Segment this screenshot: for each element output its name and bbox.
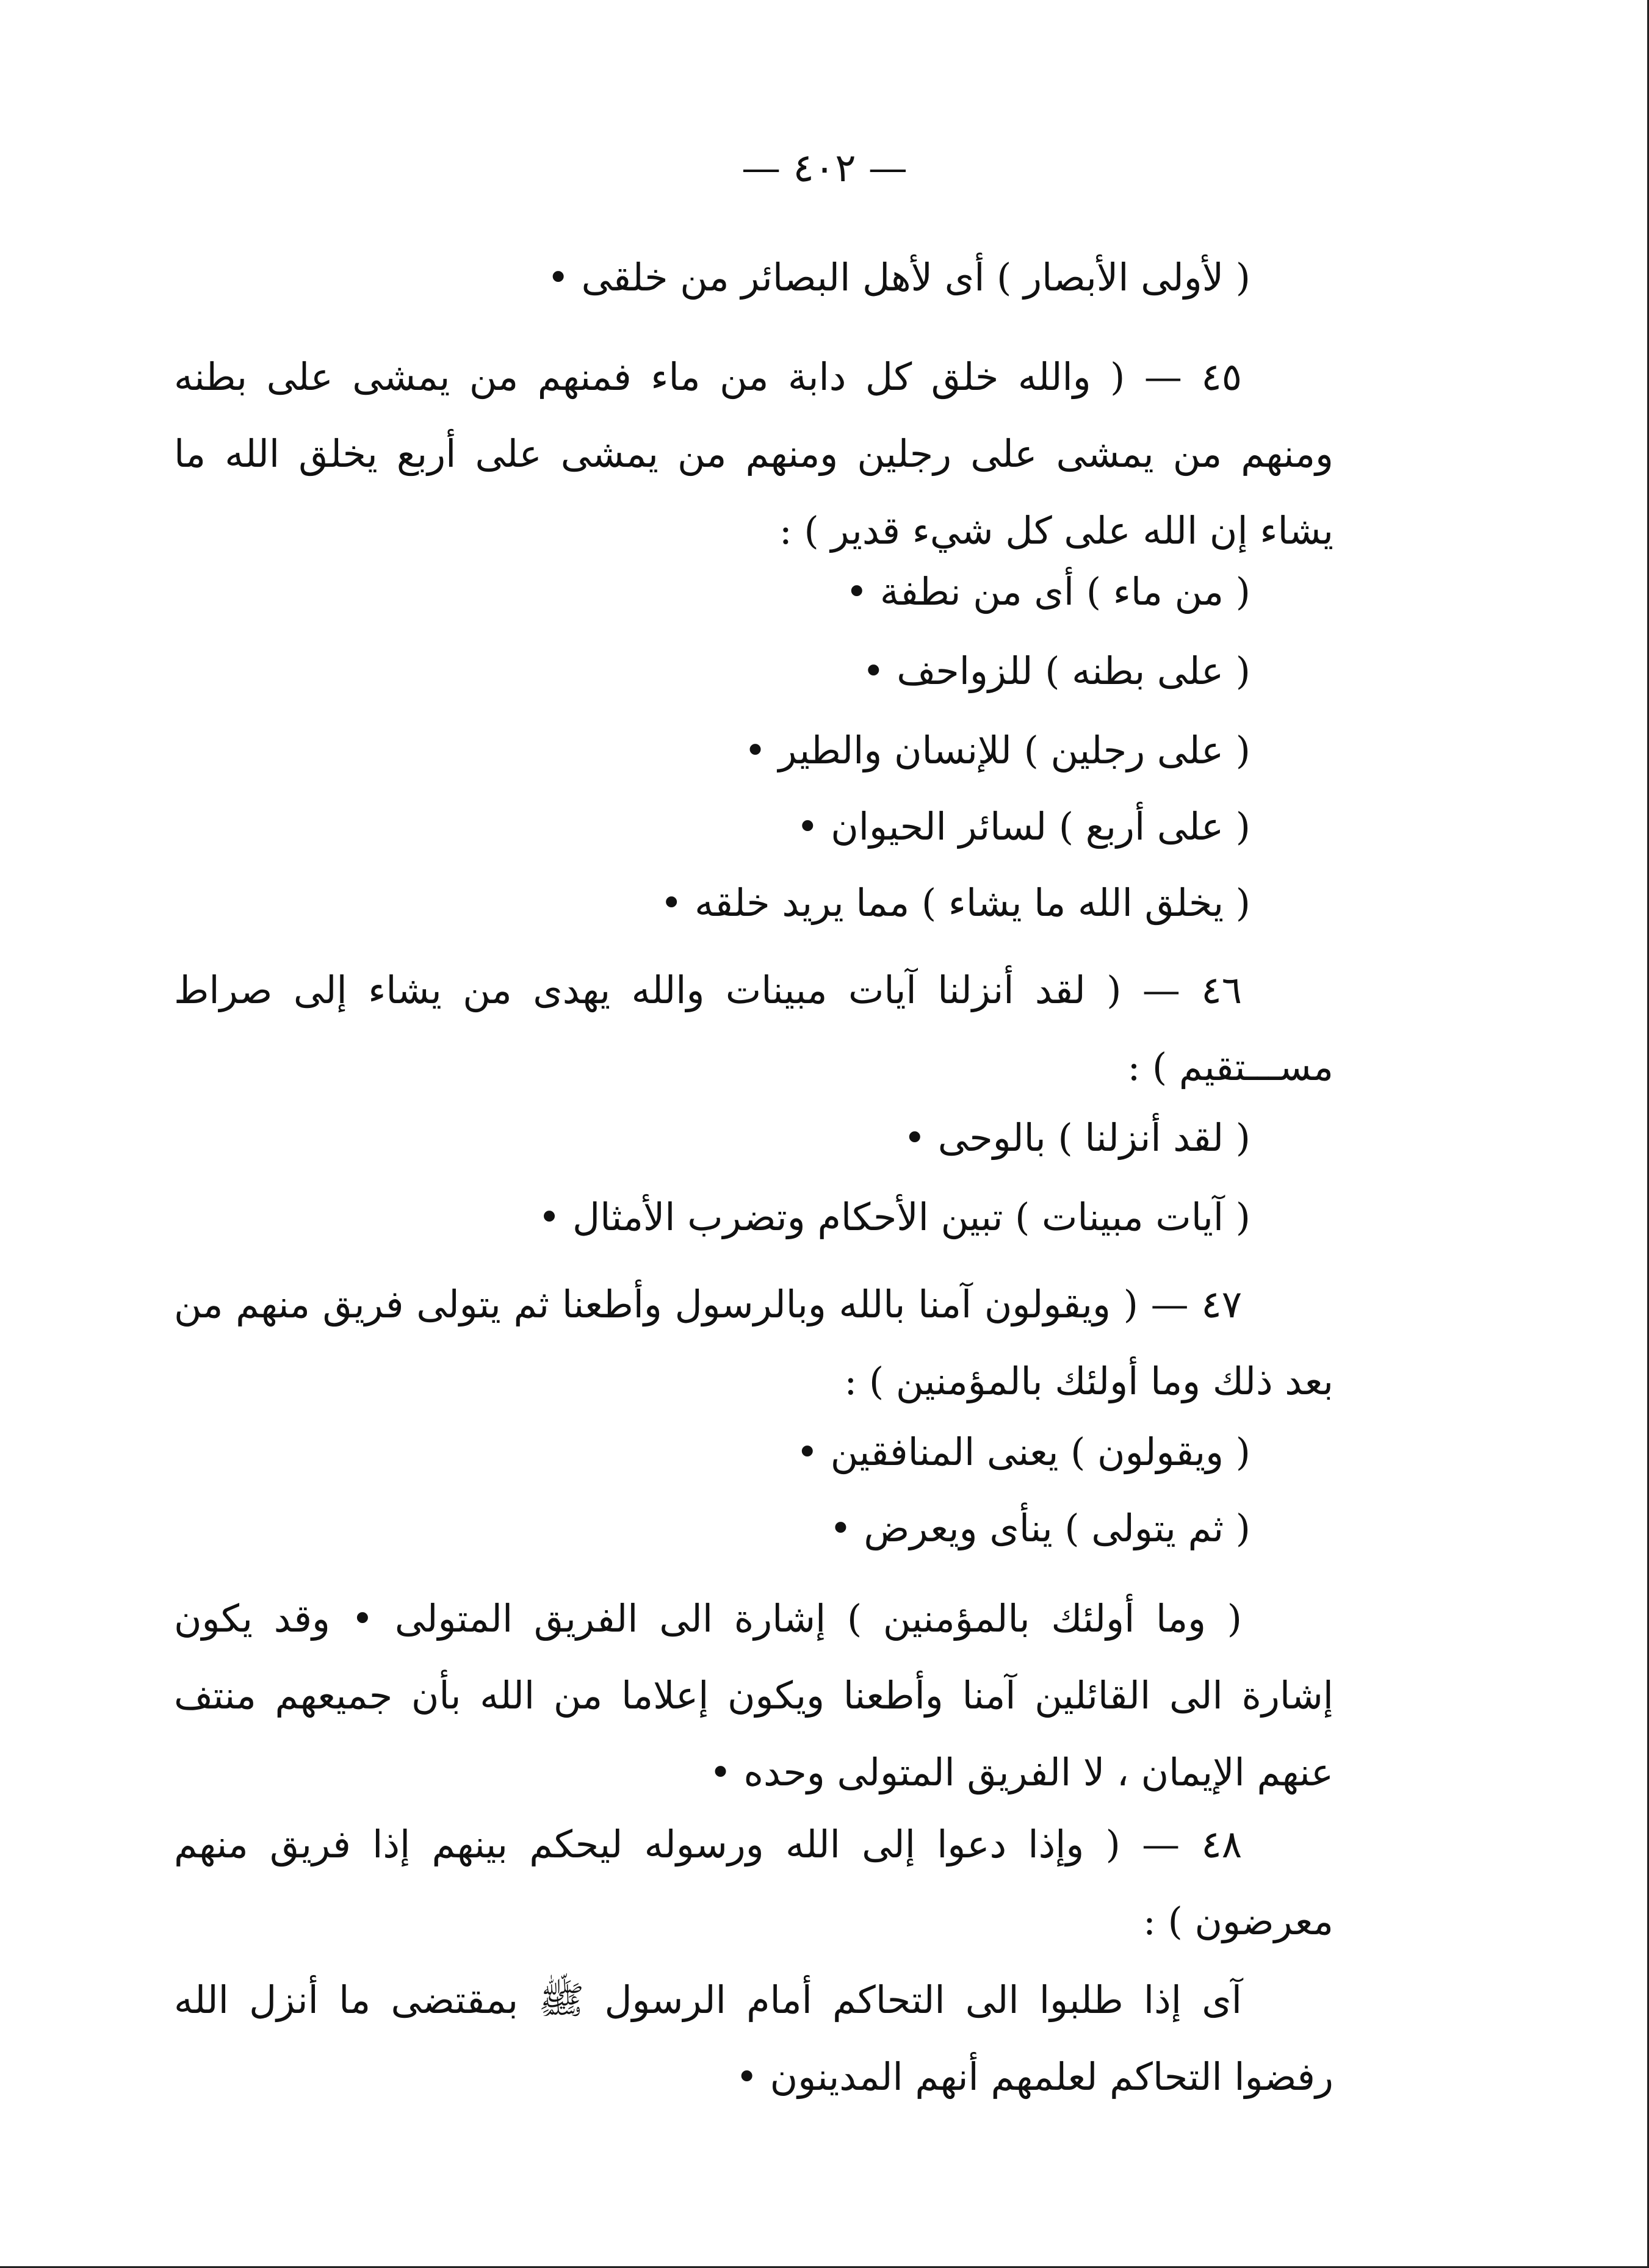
gloss-line: ( لقد أنزلنا ) بالوحى •: [903, 1115, 1250, 1160]
gloss-line: ( ويقولون ) يعنى المنافقين •: [796, 1430, 1250, 1474]
verse-46: ٤٦ — ( لقد أنزلنا آيات مبينات والله يهدى من يشاء إلى صراط مســـتقيم ) :: [174, 968, 1333, 1089]
gloss-line: ( على أربع ) لسائر الحيوان •: [796, 804, 1250, 849]
gloss-line: ( يخلق الله ما يشاء ) مما يريد خلقه •: [660, 880, 1250, 925]
gloss-line: ( لأولى الأبصار ) أى لأهل البصائر من خلقى •: [547, 255, 1250, 300]
gloss-line: ( على بطنه ) للزواحف •: [862, 649, 1250, 693]
gloss-line: ( ثم يتولى ) ينأى ويعرض •: [829, 1506, 1250, 1550]
gloss-line: ( من ماء ) أى من نطفة •: [845, 569, 1250, 614]
commentary-paragraph: آى إذا طلبوا الى التحاكم أمام الرسول ﷺ بمقتضى ما أنزل الله رفضوا التحاكم لعلمهم أنهم المدينون •: [174, 1978, 1333, 2099]
page-number: — ٤٠٢ —: [742, 146, 907, 191]
verse-48: ٤٨ — ( وإذا دعوا إلى الله ورسوله ليحكم بينهم إذا فريق منهم معرضون ) :: [174, 1822, 1333, 1943]
gloss-line: ( آيات مبينات ) تبين الأحكام وتضرب الأمثال •: [538, 1195, 1250, 1239]
verse-45: ٤٥ — ( والله خلق كل دابة من ماء فمنهم من يمشى على بطنه ومنهم من يمشى على رجلين ومنهم من يمشى على أربع يخلق الله ما يشاء إن الله على كل شيء قدير ) :: [174, 355, 1333, 553]
gloss-line: ( على رجلين ) للإنسان والطير •: [744, 728, 1250, 772]
commentary-paragraph: ( وما أولئك بالمؤمنين ) إشارة الى الفريق المتولى • وقد يكون إشارة الى القائلين آمنا وأطعنا ويكون إعلاما من الله بأن جميعهم منتف عنهم الإيمان ، لا الفريق المتولى وحده •: [174, 1596, 1333, 1795]
verse-47: ٤٧ — ( ويقولون آمنا بالله وبالرسول وأطعنا ثم يتولى فريق منهم من بعد ذلك وما أولئك بالمؤمنين ) :: [174, 1282, 1333, 1403]
